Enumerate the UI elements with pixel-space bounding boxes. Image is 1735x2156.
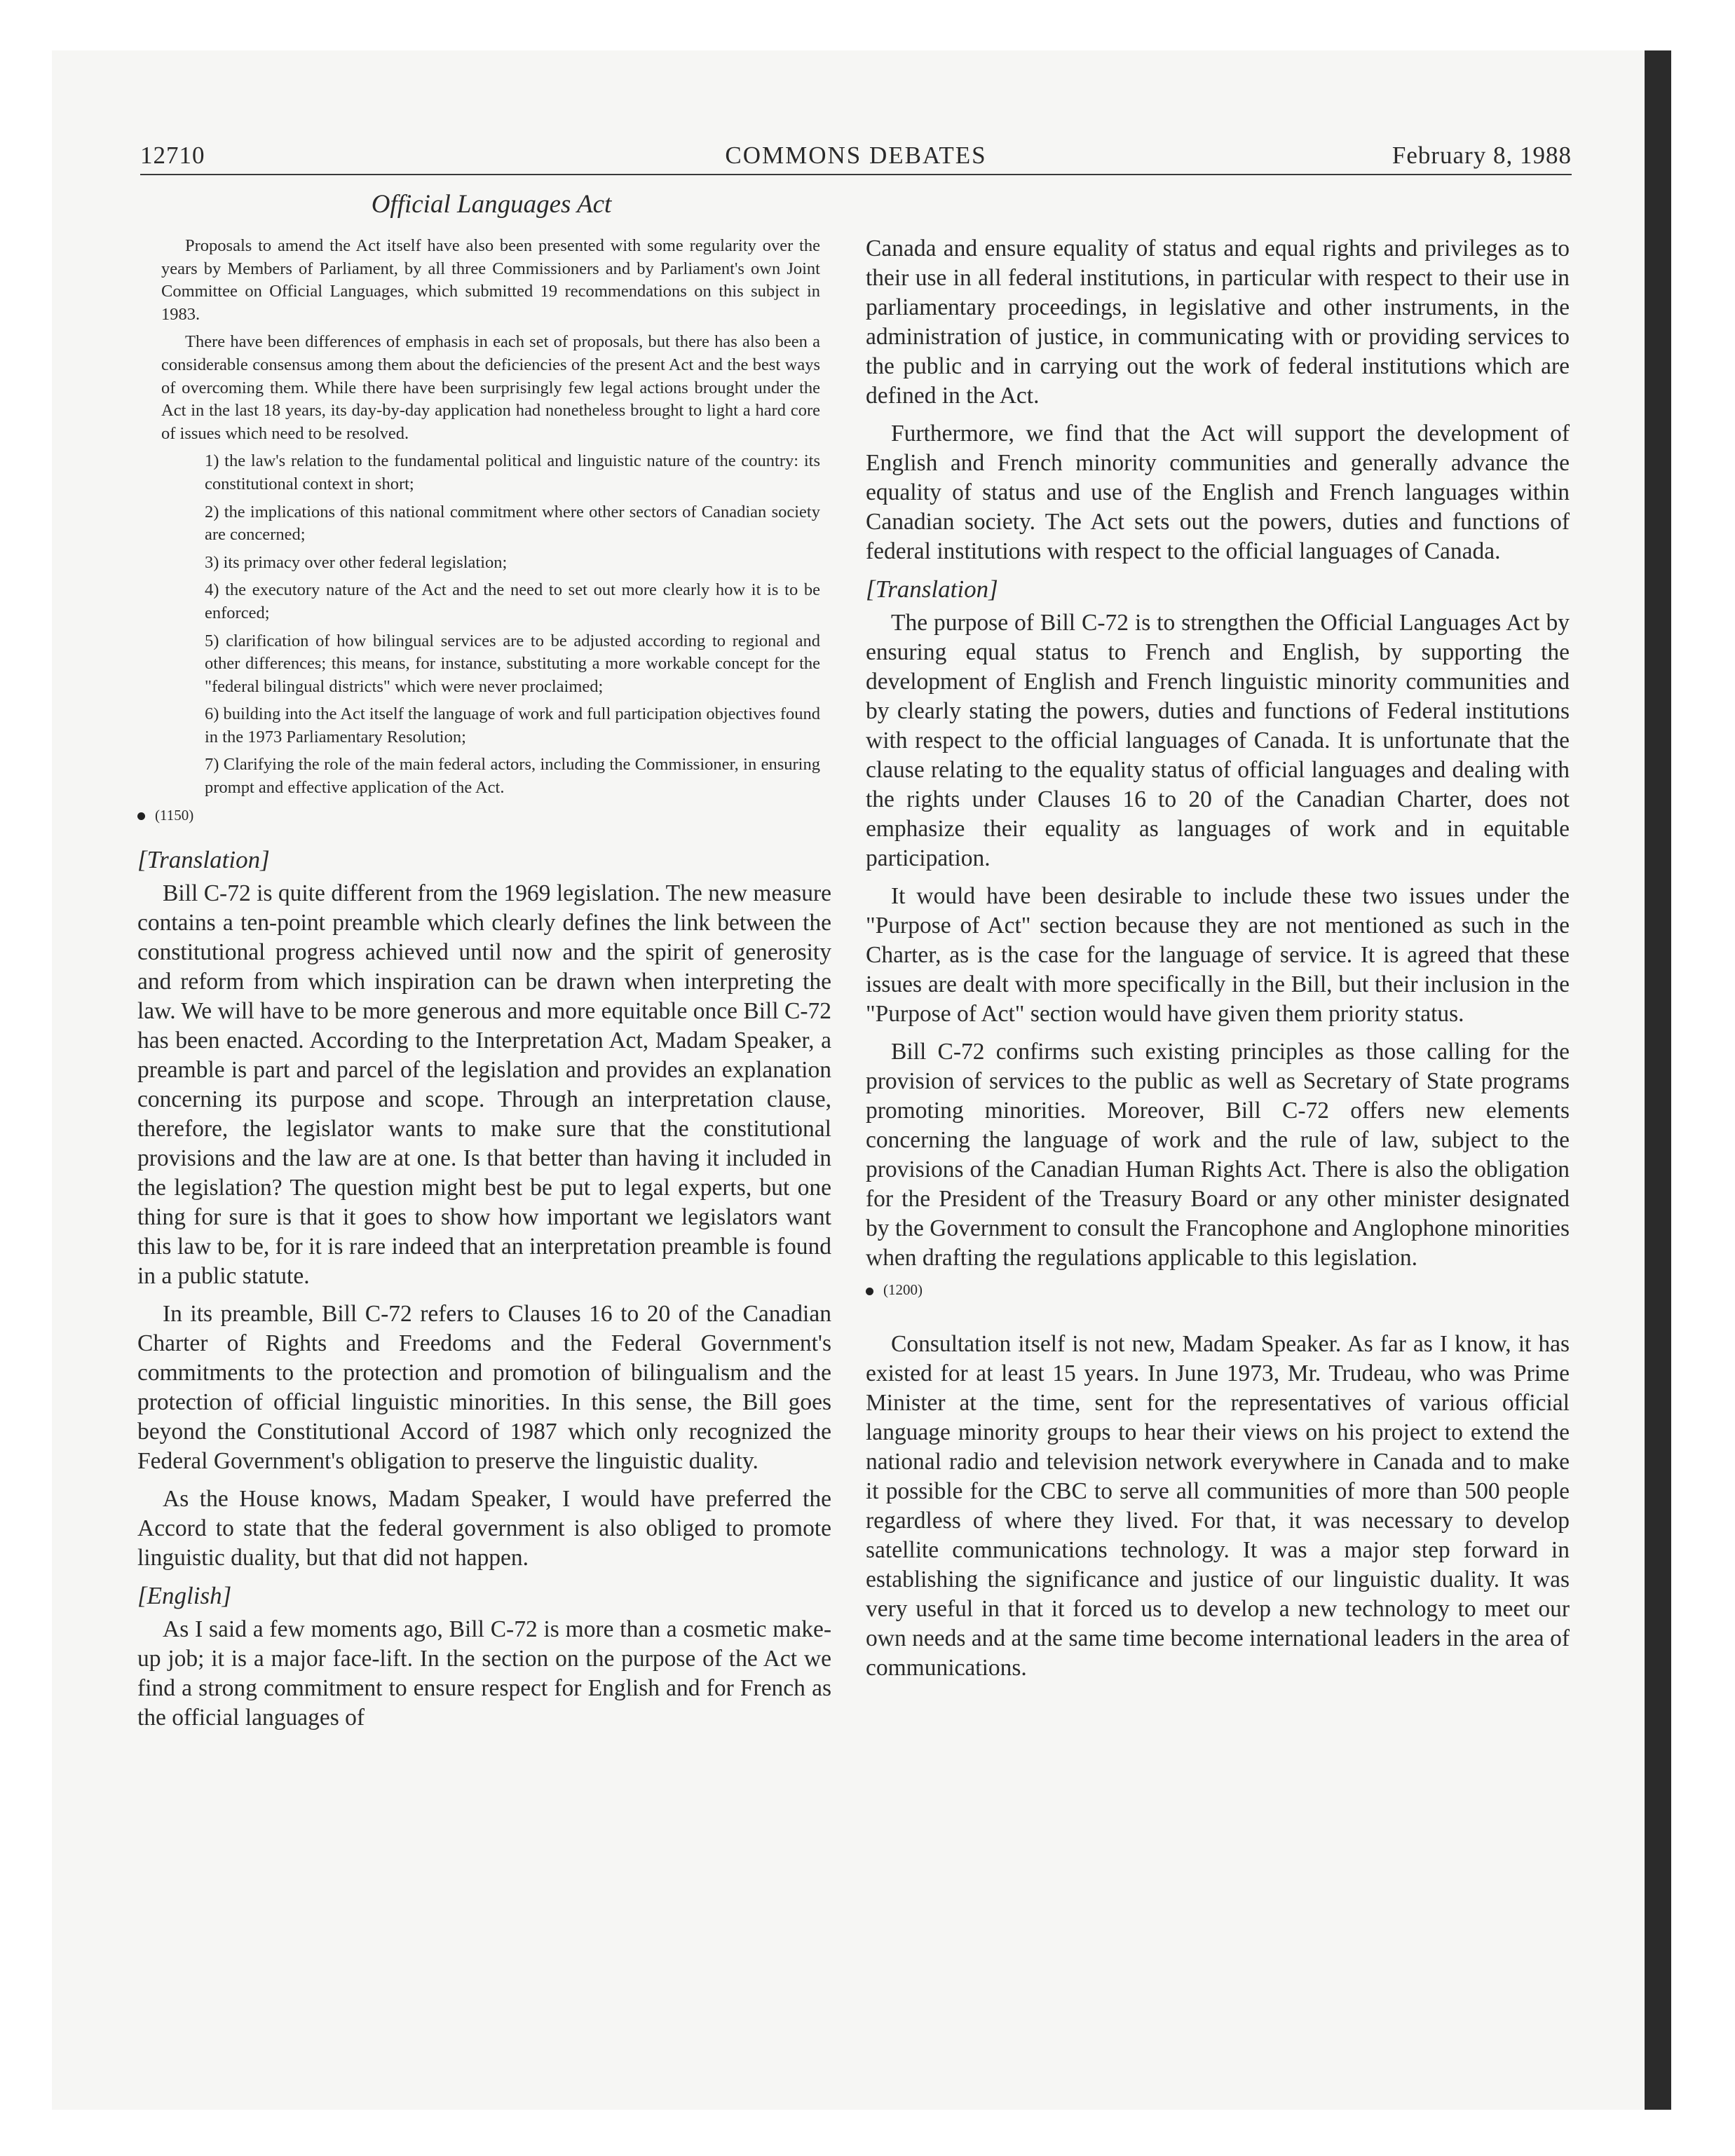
page-number: 12710	[140, 142, 205, 169]
body-paragraph: The purpose of Bill C-72 is to strengthen the Official Languages Act by ensuring equal status to French and English, by supporting the development of English and French linguistic minority communities and by clearly stating the powers, duties and functions of Federal institutions with respect to the official languages of Canada. It is unfortunate that the clause relating to the equality status of official languages and dealing with the rights under Clauses 16 to 20 of the Canadian Charter, does not emphasize their equality as languages of work and in equitable participation.	[866, 610, 1570, 871]
quoted-paragraph: Proposals to amend the Act itself have also been presented with some regularity over the years by Members of Parliament, by all three Commissioners and by Parliament's own Joint Committee on Official Languages, which submitted 19 recommendations on this subject in 1983.	[161, 236, 820, 324]
translation-tag: [Translation]	[866, 575, 998, 603]
quoted-list-item: 5) clarification of how bilingual services are to be adjusted according to regional and other differences; this means, for instance, substituting a more workable concept for the "federal bilingual districts" which were never proclaimed;	[205, 631, 820, 696]
quoted-list-item: 4) the executory nature of the Act and the need to set out more clearly how it is to be enforced;	[205, 580, 820, 622]
quoted-list-item: 3) its primacy over other federal legislation;	[205, 552, 508, 572]
english-tag: [English]	[137, 1581, 232, 1609]
body-paragraph: As the House knows, Madam Speaker, I would have preferred the Accord to state that the federal government is also obliged to promote linguistic duality, but that did not happen.	[137, 1485, 831, 1571]
body-paragraph: It would have been desirable to include these two issues under the "Purpose of Act" section because they are not mentioned as such in the Charter, as is the case for the language of service. It is agreed that these issues are dealt with more specifically in the Bill, but their inclusion in the "Purpose of Act" section would have given them priority status.	[866, 883, 1570, 1027]
quoted-list-item: 7) Clarifying the role of the main federal actors, including the Commissioner, in ensuring prompt and effective application of the Act.	[205, 755, 820, 798]
scan-border-top	[0, 0, 1735, 50]
body-paragraph: Bill C-72 confirms such existing principles as those calling for the provision of services to the public as well as Secretary of State programs promoting minorities. Moreover, Bill C-72 offers new elements concerning the language of work and the rule of law, subject to the provisions of the Canadian Human Rights Act. There is also the obligation for the President of the Treasury Board or any other minister designated by the Government to consult the Francophone and Anglophone minorities when drafting the regulations applicable to this legislation.	[866, 1039, 1570, 1271]
time-marker-label: (1150)	[155, 806, 194, 824]
quoted-list-item: 6) building into the Act itself the language of work and full participation objectives found in the 1973 Parliamentary Resolution;	[205, 704, 820, 746]
body-paragraph: As I said a few moments ago, Bill C-72 is more than a cosmetic make-up job; it is a major face-lift. In the section on the purpose of the Act we find a strong commitment to ensure respect for English and for French as the official languages of	[137, 1616, 831, 1731]
right-body-text	[866, 234, 1570, 1273]
scan-border-left	[0, 0, 52, 2156]
left-body-text	[137, 845, 831, 1733]
issue-date: February 8, 1988	[1392, 142, 1572, 169]
publication-title: COMMONS DEBATES	[725, 142, 987, 169]
quoted-list-item: 1) the law's relation to the fundamental political and linguistic nature of the country: its constitutional context in short;	[205, 451, 820, 493]
time-marker-label: (1200)	[883, 1281, 923, 1298]
scan-border-bottom	[0, 2110, 1735, 2156]
left-column	[137, 189, 831, 1741]
body-paragraph: Bill C-72 is quite different from the 1969 legislation. The new measure contains a ten-point preamble which clearly defines the link between the constitutional progress achieved until now and the spirit of generosity and reform from which inspiration can be drawn when interpreting the law. We will have to be more generous and more equitable once Bill C-72 has been enacted. According to the Interpretation Act, Madam Speaker, a preamble is part and parcel of the legislation and provides an explanation concerning its purpose and scope. Through an interpretation clause, therefore, the legislator wants to make sure that the constitutional provisions and the law are at one. Is that better than having it included in the legislation? The question might best be put to legal experts, but one thing for sure is that it goes to show how important we legislators want this law to be, for it is rare indeed that an interpretation preamble is found in a public statute.	[137, 880, 831, 1289]
body-paragraph: Canada and ensure equality of status and equal rights and privileges as to their use in all federal institutions, in particular with respect to their use in parliamentary proceedings, in legislative and other instruments, in the administration of justice, in communicating with or providing services to the public and in carrying out the work of federal institutions which are defined in the Act.	[866, 236, 1570, 409]
quoted-paragraph: There have been differences of emphasis in each set of proposals, but there has also been a considerable consensus among them about the deficiencies of the present Act and the best ways of overcoming them. While there have been surprisingly few legal actions brought under the Act in the last 18 years, its day-by-day application had nonetheless brought to light a hard core of issues which need to be resolved.	[161, 332, 820, 443]
right-column	[866, 234, 1570, 1691]
bullet-icon	[137, 812, 145, 820]
translation-tag: [Translation]	[137, 845, 270, 873]
quoted-list-item: 2) the implications of this national commitment where other sectors of Canadian society are concerned;	[205, 502, 820, 545]
section-title: Official Languages Act	[371, 190, 612, 219]
body-paragraph: Furthermore, we find that the Act will support the development of English and French minority communities and generally advance the equality of status and use of the English and French languages within Canadian society. The Act sets out the powers, duties and functions of federal institutions with respect to the official languages of Canada.	[866, 421, 1570, 564]
page-header	[140, 142, 1572, 175]
header-rule	[140, 174, 1572, 175]
scan-binding-shadow	[1645, 50, 1671, 2110]
scan-border-right	[1671, 0, 1735, 2156]
time-marker	[137, 807, 831, 824]
right-body-text-continued	[866, 1330, 1570, 1683]
body-paragraph: Consultation itself is not new, Madam Speaker. As far as I know, it has existed for at least 15 years. In June 1973, Mr. Trudeau, who was Prime Minister at the time, sent for the representatives of various official language minority groups to hear their views on his project to extend the national radio and television network everywhere in Canada and to make it possible for the CBC to serve all communities of more than 500 people regardless of where they lived. For that, it was necessary to develop satellite communications technology. It was a major step forward in establishing the significance and justice of our linguistic duality. It was very useful in that it forced us to develop a new technology to meet our own needs and at the same time become international leaders in the area of communications.	[866, 1331, 1570, 1681]
time-marker	[866, 1281, 1570, 1299]
bullet-icon	[866, 1288, 873, 1295]
body-paragraph: In its preamble, Bill C-72 refers to Clauses 16 to 20 of the Canadian Charter of Rights and Freedoms and the Federal Government's commitments to the protection and promotion of bilingualism and the protection of official linguistic minorities. In this sense, the Bill goes beyond the Constitutional Accord of 1987 which only recognized the Federal Government's obligation to preserve the linguistic duality.	[137, 1300, 831, 1474]
quoted-excerpt	[137, 235, 831, 800]
